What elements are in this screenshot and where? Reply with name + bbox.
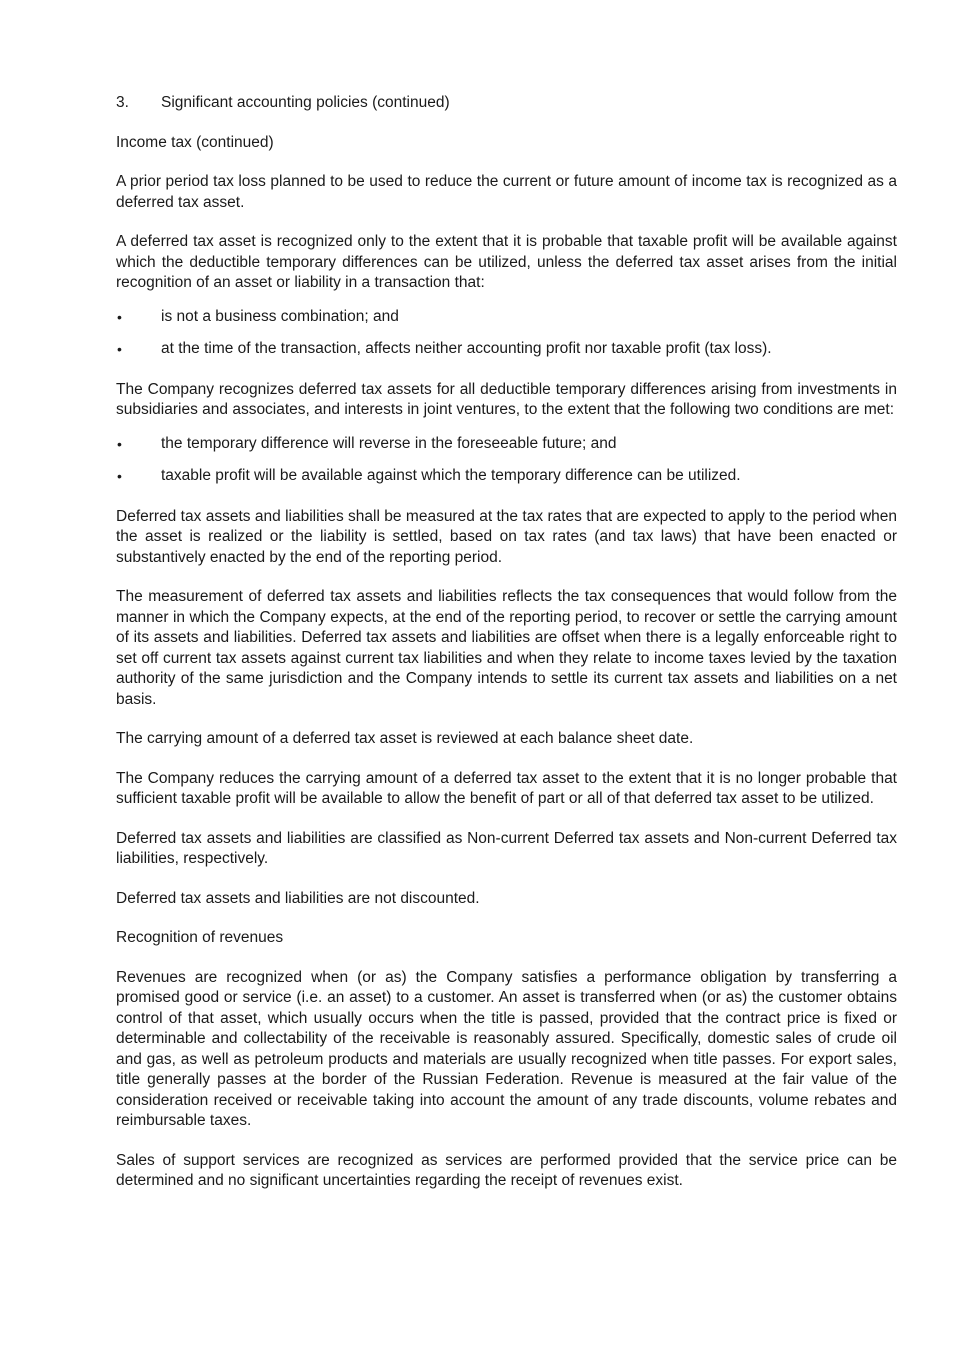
bullet-icon [116, 307, 161, 329]
income-tax-paragraph-3: The Company recognizes deferred tax assets for all deductible temporary differences arising from investments in subsidiaries and associates, and interests in joint ventures, to the extent that the following two conditions are met: [116, 380, 897, 418]
income-tax-paragraph-7: The Company reduces the carrying amount of a deferred tax asset to the extent that it is no longer probable that sufficient taxable profit will be available to allow the benefit of part or all of that deferred tax asset to be utilized. [116, 769, 897, 807]
list-item-text: at the time of the transaction, affects neither accounting profit nor taxable profit (tax loss). [161, 340, 772, 357]
document-page [116, 93, 897, 1211]
list-item-text: the temporary difference will reverse in the foreseeable future; and [161, 434, 617, 452]
income-tax-paragraph-2: A deferred tax asset is recognized only to the extent that it is probable that taxable profit will be available against which the deductible temporary differences can be utilized, unless the deferred tax asset arises from the initial recognition of an asset or liability in a transaction that: [116, 233, 897, 291]
list-item-text: is not a business combination; and [161, 307, 399, 325]
bullet-icon [116, 466, 161, 488]
list-item [116, 434, 897, 456]
transaction-conditions-list [116, 307, 897, 361]
income-tax-paragraph-1: A prior period tax loss planned to be used to reduce the current or future amount of income tax is recognized as a deferred tax asset. [116, 173, 897, 211]
list-item [116, 307, 897, 329]
section-heading [116, 93, 897, 114]
revenues-subheading: Recognition of revenues [116, 929, 284, 946]
bullet-icon [116, 434, 161, 456]
bullet-icon [116, 339, 161, 361]
income-tax-paragraph-9: Deferred tax assets and liabilities are not discounted. [116, 889, 480, 907]
two-conditions-list [116, 434, 897, 488]
revenues-paragraph-2: Sales of support services are recognized as services are performed provided that the service price can be determined and no significant uncertainties regarding the receipt of revenues exist. [116, 1151, 897, 1189]
income-tax-paragraph-8: Deferred tax assets and liabilities are classified as Non-current Deferred tax assets and Non-current Deferred tax liabilities, respectively. [116, 829, 897, 867]
income-tax-paragraph-4: Deferred tax assets and liabilities shall be measured at the tax rates that are expected to apply to the period when the asset is realized or the liability is settled, based on tax rates (and tax laws) that have been enacted or substantively enacted by the end of the reporting period. [116, 507, 897, 566]
revenues-paragraph-1: Revenues are recognized when (or as) the Company satisfies a performance obligation by transferring a promised good or service (i.e. an asset) to a customer. An asset is transferred when (or as) the customer obtains control of that asset, which usually occurs when the title is passed, provided that the contract price is fixed or determinable and collectability of the receivable is reasonably assured. Specifically, domestic sales of crude oil and gas, as well as petroleum products and materials are usually recognized when title passes. For export sales, title generally passes at the border of the Russian Federation. Revenue is measured at the fair value of the consideration received or receivable taking into account the amount of any trade discounts, volume rebates and reimbursable taxes. [116, 968, 897, 1129]
section-title: Significant accounting policies (continued) [161, 94, 450, 111]
income-tax-paragraph-5: The measurement of deferred tax assets and liabilities reflects the tax consequences that would follow from the manner in which the Company expects, at the end of the reporting period, to recover or settle the carrying amount of its assets and liabilities. Deferred tax assets and liabilities are offset when there is a legally enforceable right to set off current tax assets against current tax liabilities and when they relate to income taxes levied by the taxation authority of the same jurisdiction and the Company intends to settle its current tax assets and liabilities on a net basis. [116, 588, 897, 708]
section-number: 3. [116, 94, 129, 111]
list-item [116, 466, 897, 488]
list-item-text: taxable profit will be available against which the temporary difference can be utilized. [161, 467, 741, 484]
income-tax-paragraph-6: The carrying amount of a deferred tax asset is reviewed at each balance sheet date. [116, 730, 694, 747]
list-item [116, 339, 897, 361]
income-tax-subheading: Income tax (continued) [116, 133, 274, 151]
